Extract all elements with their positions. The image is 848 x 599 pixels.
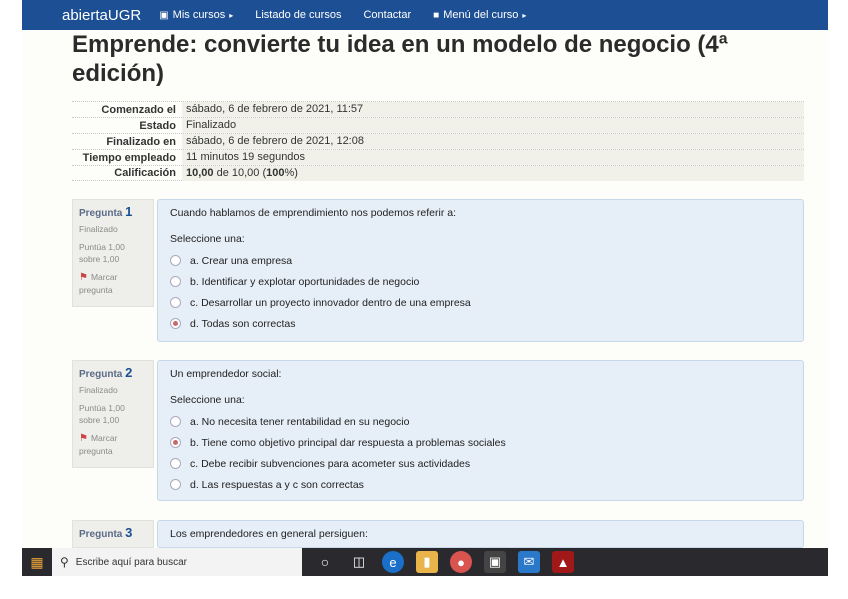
answer-option[interactable] — [170, 411, 791, 432]
summary-row — [72, 133, 804, 149]
question-2 — [72, 360, 804, 501]
answer-label: c. Desarrollar un proyecto innovador dentro de una empresa — [190, 296, 471, 309]
summary-row — [72, 117, 804, 133]
summary-value: sábado, 6 de febrero de 2021, 11:57 — [182, 102, 804, 117]
summary-value: Finalizado — [182, 118, 804, 133]
question-info — [72, 199, 154, 307]
windows-logo-icon: ▦ — [30, 553, 44, 570]
summary-label: Tiempo empleado — [82, 151, 176, 164]
question-info — [72, 360, 154, 468]
answer-option[interactable] — [170, 474, 791, 495]
radio-button[interactable] — [170, 458, 181, 469]
task-view-icon[interactable]: ◫ — [352, 554, 366, 569]
search-placeholder: Escribe aquí para buscar — [75, 556, 187, 568]
answer-option[interactable] — [170, 313, 791, 334]
nav-listado-cursos[interactable] — [255, 9, 341, 21]
answer-prompt: Seleccione una: — [170, 233, 245, 245]
summary-value: 11 minutos 19 segundos — [182, 150, 804, 165]
search-icon: ⚲ — [60, 555, 69, 569]
question-text: Un emprendedor social: — [170, 368, 282, 380]
answer-label: b. Tiene como objetivo principal dar respuesta a problemas sociales — [190, 436, 506, 449]
cortana-icon[interactable]: ○ — [320, 554, 330, 570]
flag-icon: ⚑ — [79, 433, 88, 444]
radio-button[interactable] — [170, 416, 181, 427]
radio-button[interactable] — [170, 479, 181, 490]
summary-label: Calificación — [114, 167, 176, 179]
radio-button[interactable] — [170, 255, 181, 266]
nav-label: Menú del curso — [443, 9, 519, 21]
answer-label: a. Crear una empresa — [190, 254, 293, 267]
caret-right-icon: ▸ — [229, 10, 234, 20]
answer-option[interactable] — [170, 292, 791, 313]
nav-menu-curso[interactable] — [433, 9, 526, 21]
book-icon: ■ — [433, 9, 440, 21]
nav-label: Listado de cursos — [255, 9, 342, 21]
question-score: Puntúa 1,00 sobre 1,00 — [79, 242, 125, 264]
page-title: Emprende: convierte tu idea en un modelo de negocio (4ª edición) — [72, 31, 728, 87]
answer-option[interactable] — [170, 271, 791, 292]
question-number-value: 1 — [125, 204, 133, 219]
question-content — [157, 520, 804, 548]
question-number — [79, 206, 147, 220]
flag-label: Marcar pregunta — [79, 433, 118, 456]
summary-grade-value — [182, 166, 804, 181]
summary-row — [72, 165, 804, 181]
chrome-icon[interactable]: ● — [450, 551, 472, 573]
answer-label: b. Identificar y explotar oportunidades de negocio — [190, 275, 420, 288]
question-label: Pregunta — [79, 529, 123, 540]
question-number-value: 2 — [125, 365, 133, 380]
radio-button[interactable] — [170, 276, 181, 287]
attempt-summary-table — [72, 101, 804, 181]
grade-score: 10,00 — [186, 166, 214, 179]
taskbar-search-input[interactable] — [52, 548, 302, 576]
flag-icon: ⚑ — [79, 272, 88, 283]
top-navbar — [22, 0, 828, 30]
radio-button[interactable] — [170, 297, 181, 308]
question-content — [157, 360, 804, 501]
summary-label: Comenzado el — [101, 103, 176, 116]
nav-contactar[interactable] — [363, 9, 411, 21]
summary-label: Estado — [139, 119, 176, 132]
file-explorer-icon[interactable]: ▮ — [416, 551, 438, 573]
summary-label: Finalizado en — [106, 135, 176, 148]
answer-label: d. Las respuestas a y c son correctas — [190, 478, 364, 491]
question-score: Puntúa 1,00 sobre 1,00 — [79, 403, 125, 425]
question-3 — [72, 520, 804, 548]
windows-taskbar — [22, 548, 828, 576]
site-brand[interactable]: abiertaUGR — [62, 6, 142, 24]
nav-label: Contactar — [363, 9, 412, 21]
question-number-value: 3 — [125, 525, 133, 540]
flag-question-link[interactable] — [79, 432, 141, 457]
caret-right-icon: ▸ — [522, 10, 527, 20]
edge-icon[interactable]: e — [382, 551, 404, 573]
summary-row — [72, 149, 804, 165]
question-number — [79, 367, 147, 381]
mail-icon[interactable]: ✉ — [518, 551, 540, 573]
nav-label: Mis cursos — [172, 9, 226, 21]
summary-value: sábado, 6 de febrero de 2021, 12:08 — [182, 134, 804, 149]
question-text: Cuando hablamos de emprendimiento nos podemos referir a: — [170, 207, 456, 219]
windows-start-button[interactable] — [22, 548, 52, 576]
flag-question-link[interactable] — [79, 271, 141, 296]
browser-screen — [22, 0, 828, 576]
app-icon[interactable]: ▲ — [552, 551, 574, 573]
grade-percent: 100 — [266, 166, 285, 179]
grade-text: de 10,00 ( — [213, 166, 267, 179]
question-label: Pregunta — [79, 208, 123, 219]
answer-option[interactable] — [170, 250, 791, 271]
question-status: Finalizado — [79, 385, 118, 395]
answer-label: a. No necesita tener rentabilidad en su negocio — [190, 415, 410, 428]
question-info — [72, 520, 154, 548]
flag-label: Marcar pregunta — [79, 272, 118, 295]
answer-label: c. Debe recibir subvenciones para acometer sus actividades — [190, 457, 471, 470]
question-text: Los emprendedores en general persiguen: — [170, 528, 368, 540]
question-label: Pregunta — [79, 369, 123, 380]
question-number — [79, 527, 147, 541]
radio-button-selected[interactable] — [170, 437, 181, 448]
answer-option[interactable] — [170, 432, 791, 453]
answer-option[interactable] — [170, 453, 791, 474]
radio-button-selected[interactable] — [170, 318, 181, 329]
nav-mis-cursos[interactable] — [159, 9, 233, 21]
answer-prompt: Seleccione una: — [170, 394, 245, 406]
answer-label: d. Todas son correctas — [190, 317, 296, 330]
summary-row — [72, 101, 804, 117]
store-icon[interactable]: ▣ — [484, 551, 506, 573]
question-status: Finalizado — [79, 224, 118, 234]
question-content — [157, 199, 804, 342]
briefcase-icon: ▣ — [159, 9, 169, 21]
grade-text-end: %) — [284, 166, 298, 179]
question-1 — [72, 199, 804, 342]
